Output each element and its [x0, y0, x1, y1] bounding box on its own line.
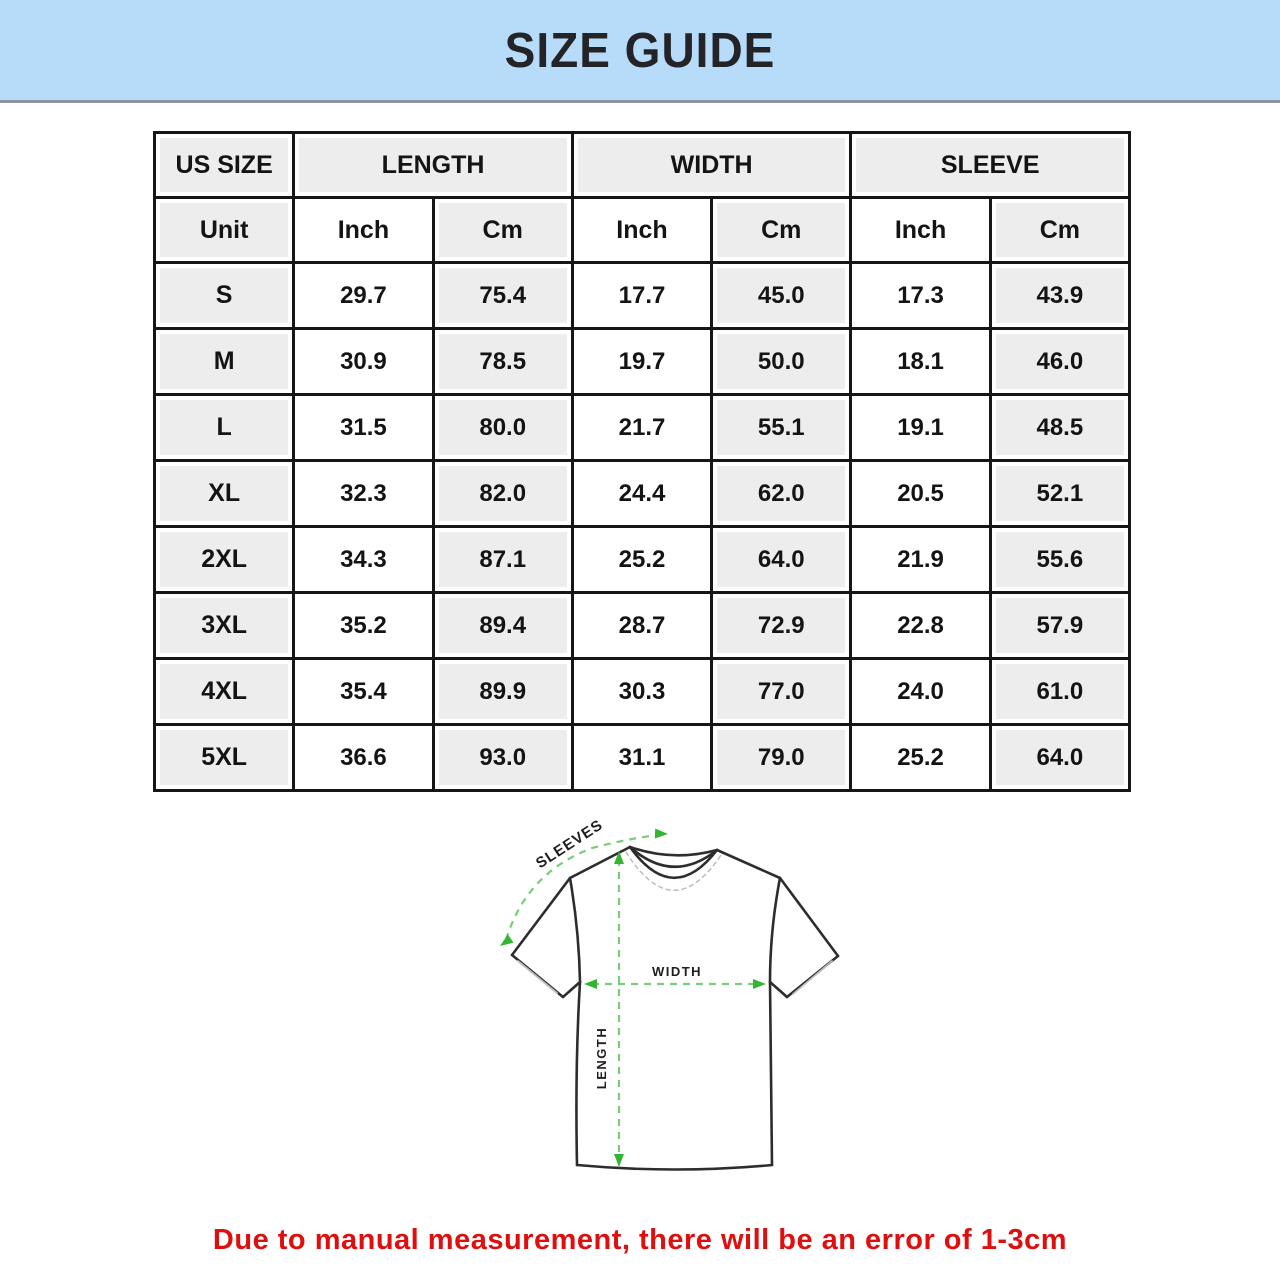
width-group-header: WIDTH — [572, 133, 851, 198]
size-cell: 17.7 — [572, 263, 711, 329]
size-cell: 22.8 — [851, 593, 990, 659]
size-cell: 17.3 — [851, 263, 990, 329]
size-cell: 75.4 — [433, 263, 572, 329]
size-cell: 55.6 — [990, 527, 1129, 593]
sleeves-arrow-left-icon — [497, 934, 513, 950]
size-cell: 20.5 — [851, 461, 990, 527]
page-title: SIZE GUIDE — [504, 22, 776, 78]
length-group-header: LENGTH — [294, 133, 573, 198]
size-cell: 46.0 — [990, 329, 1129, 395]
size-cell: 19.1 — [851, 395, 990, 461]
table-row-xl — [155, 461, 1130, 527]
size-cell: 50.0 — [712, 329, 851, 395]
size-cell: 29.7 — [294, 263, 433, 329]
size-label: 4XL — [155, 659, 294, 725]
size-cell: 80.0 — [433, 395, 572, 461]
size-cell: 30.9 — [294, 329, 433, 395]
size-cell: 32.3 — [294, 461, 433, 527]
size-cell: 30.3 — [572, 659, 711, 725]
size-cell: 89.9 — [433, 659, 572, 725]
table-unit-row — [155, 198, 1130, 263]
size-cell: 21.9 — [851, 527, 990, 593]
unit-cell: Cm — [712, 198, 851, 263]
size-cell: 57.9 — [990, 593, 1129, 659]
table-row-s — [155, 263, 1130, 329]
table-group-header-row — [155, 133, 1130, 198]
length-label: LENGTH — [594, 1026, 609, 1090]
length-arrow-bottom-icon — [614, 1154, 624, 1167]
size-cell: 25.2 — [851, 725, 990, 791]
tshirt-diagram — [480, 815, 900, 1215]
size-label: S — [155, 263, 294, 329]
tshirt-outline — [512, 847, 838, 1170]
size-cell: 31.5 — [294, 395, 433, 461]
unit-label: Unit — [155, 198, 294, 263]
table-row-4xl — [155, 659, 1130, 725]
size-cell: 48.5 — [990, 395, 1129, 461]
width-label: WIDTH — [651, 964, 703, 979]
table-row-m — [155, 329, 1130, 395]
size-cell: 64.0 — [712, 527, 851, 593]
size-cell: 55.1 — [712, 395, 851, 461]
sleeves-measure-line — [506, 835, 660, 940]
size-cell: 61.0 — [990, 659, 1129, 725]
size-cell: 43.9 — [990, 263, 1129, 329]
size-cell: 24.4 — [572, 461, 711, 527]
size-cell: 79.0 — [712, 725, 851, 791]
size-label: L — [155, 395, 294, 461]
size-cell: 28.7 — [572, 593, 711, 659]
length-arrow-top-icon — [614, 851, 624, 864]
size-cell: 18.1 — [851, 329, 990, 395]
size-cell: 25.2 — [572, 527, 711, 593]
size-label: 3XL — [155, 593, 294, 659]
unit-cell: Inch — [294, 198, 433, 263]
size-table — [153, 131, 1131, 792]
size-guide-banner — [0, 0, 1280, 103]
size-cell: 31.1 — [572, 725, 711, 791]
size-cell: 19.7 — [572, 329, 711, 395]
size-label: M — [155, 329, 294, 395]
size-cell: 93.0 — [433, 725, 572, 791]
size-cell: 62.0 — [712, 461, 851, 527]
size-cell: 89.4 — [433, 593, 572, 659]
size-cell: 34.3 — [294, 527, 433, 593]
width-arrow-right-icon — [753, 979, 766, 989]
unit-cell: Cm — [433, 198, 572, 263]
size-cell: 45.0 — [712, 263, 851, 329]
size-cell: 64.0 — [990, 725, 1129, 791]
size-cell: 87.1 — [433, 527, 572, 593]
size-label: 5XL — [155, 725, 294, 791]
size-cell: 82.0 — [433, 461, 572, 527]
size-cell: 77.0 — [712, 659, 851, 725]
measurement-error-note: Due to manual measurement, there will be an error of 1-3cm — [212, 1224, 1068, 1256]
sleeves-arrow-right-icon — [655, 829, 668, 839]
unit-cell: Inch — [572, 198, 711, 263]
us-size-header: US SIZE — [155, 133, 294, 198]
unit-cell: Cm — [990, 198, 1129, 263]
size-cell: 24.0 — [851, 659, 990, 725]
size-cell: 78.5 — [433, 329, 572, 395]
unit-cell: Inch — [851, 198, 990, 263]
sleeves-label: SLEEVES — [532, 816, 607, 873]
size-cell: 72.9 — [712, 593, 851, 659]
sleeve-group-header: SLEEVE — [851, 133, 1130, 198]
width-arrow-left-icon — [584, 979, 597, 989]
size-label: 2XL — [155, 527, 294, 593]
size-cell: 35.2 — [294, 593, 433, 659]
measure-lines — [506, 835, 758, 1157]
size-cell: 52.1 — [990, 461, 1129, 527]
measure-arrows — [497, 829, 766, 1167]
size-cell: 21.7 — [572, 395, 711, 461]
table-row-3xl — [155, 593, 1130, 659]
table-row-2xl — [155, 527, 1130, 593]
table-row-l — [155, 395, 1130, 461]
size-label: XL — [155, 461, 294, 527]
size-cell: 36.6 — [294, 725, 433, 791]
table-row-5xl — [155, 725, 1130, 791]
size-cell: 35.4 — [294, 659, 433, 725]
